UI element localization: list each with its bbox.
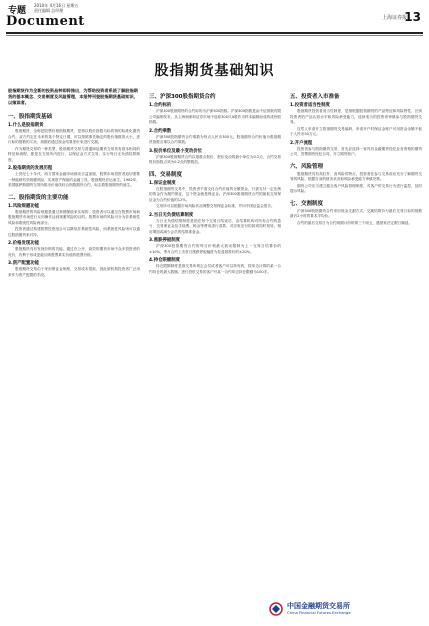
cffex-logo-icon [269,602,283,616]
body-paragraph: 股指期货具有发现价格的功能，通过在公开、高效的期货市场中众多投资者的竞价，有利于形成更能反映股票真实价值的股票价格。 [8,247,140,257]
header-rule-thin [6,35,423,36]
column-2 [149,88,281,276]
header-rule [6,32,423,34]
article-lead: 股指期货作为全新的投资品种即将推出，为帮助投资者系统了解股指期货的基本概念、交易制度及风险管理，本报特刊登股指期货基础知识，以飨读者。 [8,88,138,105]
body-paragraph: 股指期货投资者适当性制度，是指根据股指期货的产品特征和风险特性，区别投资者的产品认知水平和风险承受能力，选择适当的投资者审慎参与股指期货交易。 [290,109,422,124]
subsection-heading: 1.保证金制度 [149,180,176,186]
subsection-heading: 2.当日无负债结算制度 [149,212,194,218]
body-paragraph: 期货公司应当建立健全客户风险管理制度，对客户的交易行为进行监控，及时提示风险。 [290,183,422,193]
body-paragraph: 当日无负债结算制度是指在每个交易日结束后，由结算机构对所有合约的盈亏、交易保证金及手续费、税金等费用进行清算，对应收应付的款项同时划转，相应增加或减少会员的结算准备金。 [149,218,281,234]
section-title: Document [6,14,85,29]
article-title: 股指期货基础知识 [154,63,275,79]
logo-chinese-name: 中国金融期货交易所 [287,602,350,610]
date-line-1: 2010年 4月16日 星期五 [34,3,79,8]
section-tab: 专题 [8,6,27,16]
page-header [0,0,429,46]
body-paragraph: 投资者参与股指期货交易，首先应选择一家具有金融期货经纪业务资格的期货公司，签署期货经纪合同，开立期货账户。 [290,146,422,156]
section-heading: 七、交割制度 [290,200,324,207]
body-paragraph: 合约的最后交易日为合约到期月份的第三个周五，遇国家法定假日顺延。 [297,220,412,225]
section-heading: 三、沪深300股指期货合约 [149,94,216,100]
body-paragraph: 在股指期货交易中，投资者不需支付合约价值的全额资金，只需支付一定比例的资金作为履约保证，这个资金就是保证金。沪深300股指期货合约的最低交易保证金为合约价值的12%。 [149,186,281,202]
column-3 [290,88,422,227]
section-heading: 二、股指期货的主要功能 [8,194,69,201]
subsection-heading: 1.什么是股指期货 [8,123,44,128]
section-heading: 五、投资者入市准备 [290,94,340,100]
body-paragraph: 沪深300股指期货合约乘数为每点人民币300元。股指期货合约价值为股指期货指数点乘以合约乘数。 [149,134,281,144]
subsection-heading: 3.涨跌停板制度 [149,238,181,243]
body-paragraph: 股指期货，全称是股票价格指数期货，是指以股价指数为标的物的标准化期货合约，双方约定在未来的某个特定日期，可以按照事先确定的股价指数的大小，进行标的指数的买卖，到期后通过现金结算差价来进行交割。 [8,129,140,144]
body-paragraph: 投资者通过构建股票投资组合可以降低非系统性风险，而系统性风险则可以通过股指期货来对冲。 [8,227,140,237]
logo-english-name: China Financial Futures Exchange [287,610,351,615]
date-line-2: 责任编辑 总经理 [34,8,64,13]
subsection-heading: 1.投资者适当性制度 [290,103,330,108]
body-paragraph: 自然人申请开立股指期货交易编码，申请开户时保证金账户可用资金余额不低于人民币50万元。 [290,126,422,136]
subsection-heading: 3.资产配置功能 [8,261,40,266]
column-1 [8,88,140,279]
section-heading: 一、股指期货基础 [8,114,53,120]
body-paragraph: 沪深300股指期货合约采用现金交割方式，交割结算价为最后交易日标的指数最后2小时的算术平均价。 [290,208,422,218]
date-line [34,3,78,13]
body-paragraph: 股指期货交易由于采用保证金制度，交易成本很低，因此被机构投资者广泛用来作为资产配置的手段。 [8,267,140,277]
subsection-heading: 1.合约标的 [149,103,172,108]
section-heading: 四、交易制度 [149,171,183,178]
subsection-heading: 1.风险规避功能 [8,203,40,209]
section-heading: 六、风险管理 [290,163,324,170]
subsection-heading: 2.价格发现功能 [8,241,40,246]
body-paragraph: 上世纪七十年代，西方国家金融市场波动日益加剧，股票市场投资者迫切需要一种能够有效规避风险、实现资产保值的金融工具，股指期货应运而生。1982年，美国堪萨斯期货交易所推出价值线综合指数期货合约，标志着股指期货的诞生。 [8,172,140,187]
page-number: 13 [404,10,421,24]
subsection-heading: 2.股指期货的发展历程 [8,166,53,171]
body-paragraph: 股指期货具有高杠杆、高风险的特点，投资者在参与交易前应充分了解期货交易的风险，根据自身的财务状况和风险承受能力审慎决策。 [290,171,422,181]
body-paragraph: 沪深300股指期货合约以指数点报价，报价变动的最小单位为0.2点，合约交易报价指数点须为0.2点的整数倍。 [149,154,281,164]
body-paragraph: 股指期货的风险规避是通过套期保值来实现的，投资者可以通过在股票市场和股指期货市场进行反向操作达到规避风险的目的。股票市场的风险可分为非系统性风险和系统性风险两部分。 [8,209,140,225]
body-paragraph: 沪深300股指期货合约的每日价格最大波动限制为上一交易日结算价的±10%，季月合约上市首日涨跌停板幅度为挂盘基准价的±20%。 [149,244,281,254]
subsection-heading: 2.合约乘数 [149,128,172,134]
body-paragraph: 作为期货交易的一种类型，股指期货交易与普通商品期货交易具有基本相同的特征和流程，都是在交易所内进行，以保证金方式交易，实行每日无负债结算制度。 [8,146,140,162]
body-paragraph: 持仓限额制度是指交易所规定会员或者客户可以持有的，按单边计算的某一合约持仓的最大数额。进行投机交易的客户号某一合约单边持仓限额为100手。 [149,264,281,274]
paper-name: 上海证券报 [381,15,407,21]
body-paragraph: 交易所可以根据市场风险状况调整交易保证金标准，并向中国证监会报告。 [156,204,275,208]
body-paragraph: 沪深300股指期货的合约标的为沪深300指数。沪深300指数是由中证指数有限公司编制发布，从上海和深圳证券市场中选取300只A股作为样本编制而成的成份股指数。 [149,109,281,124]
subsection-heading: 3.报价单位及最小变动价位 [149,148,203,154]
subsection-heading: 4.持仓限额制度 [149,258,181,263]
exchange-logo [269,600,419,618]
subsection-heading: 2.开户流程 [290,140,313,146]
